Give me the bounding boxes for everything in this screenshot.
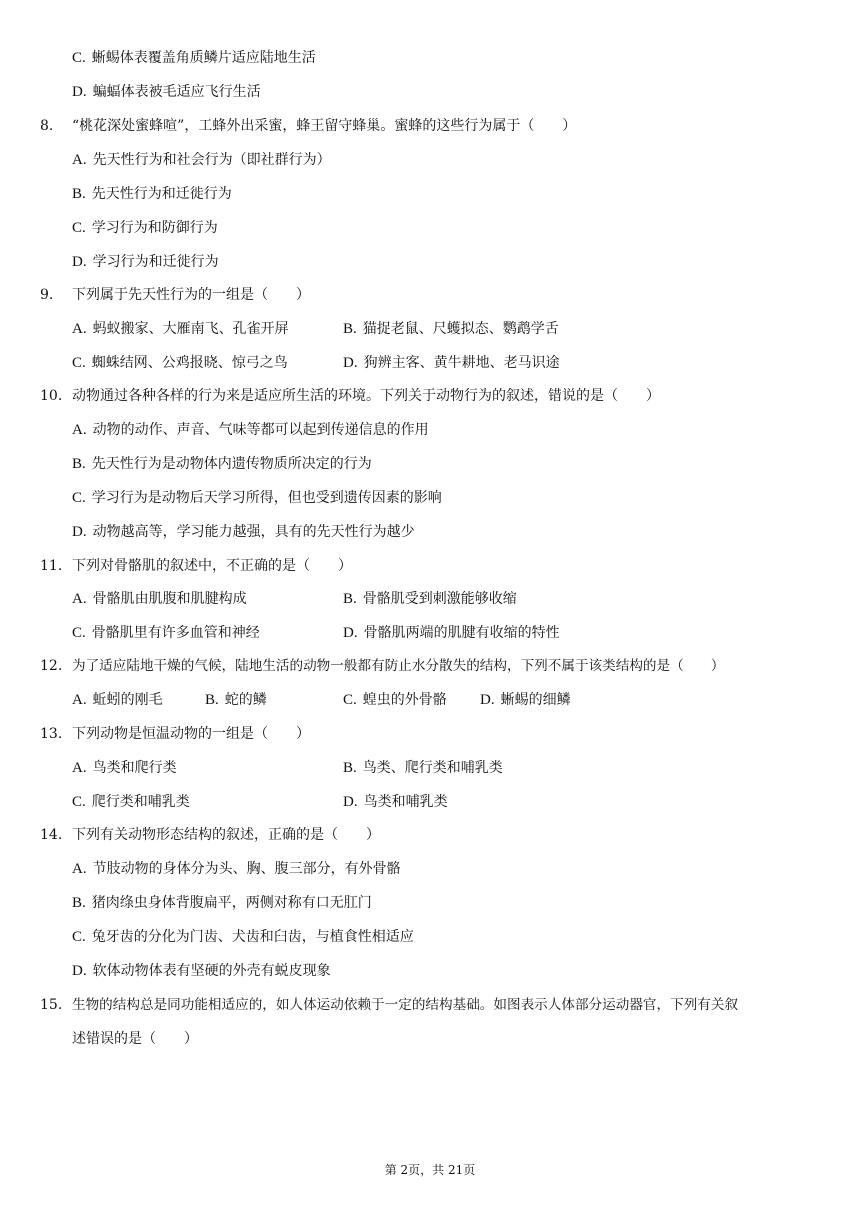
question-number: 8. [40,118,54,134]
question-text: 下列属于先天性行为的一组是（ ） [72,287,310,303]
question-text: “桃花深处蜜蜂喧”，工蜂外出采蜜，蜂王留守蜂巢。蜜蜂的这些行为属于（ ） [72,118,577,134]
question-text: 生物的结构总是同功能相适应的，如人体运动依赖于一定的结构基础。如图表示人体部分运动器官，下列有关叙 [72,997,739,1013]
question-text: 下列动物是恒温动物的一组是（ ） [72,726,310,742]
question-number: 14. [40,827,63,843]
question-number: 9. [40,287,54,303]
option-c: C. 骨骼肌里有许多血管和神经 [72,625,260,641]
option-a: A. 先天性行为和社会行为（即社群行为） [72,152,331,168]
option-c: C. 兔牙齿的分化为门齿、犬齿和臼齿，与植食性相适应 [72,929,414,945]
option-a: A. 蚂蚁搬家、大雁南飞、孔雀开屏 [72,321,289,337]
question-number: 10. [40,388,63,404]
question-text: 动物通过各种各样的行为来是适应所生活的环境。下列关于动物行为的叙述，错说的是（ ） [72,388,660,404]
option-d: D. 蜥蜴的细鳞 [480,692,571,708]
option-c: C. 学习行为是动物后天学习所得，但也受到遗传因素的影响 [72,490,442,506]
question-number: 13. [40,726,63,742]
option-b: B. 先天性行为是动物体内遗传物质所决定的行为 [72,456,372,472]
option-d: D. 狗辨主客、黄牛耕地、老马识途 [343,355,560,371]
question-8 [0,116,860,136]
option-b: B. 猪肉绦虫身体背腹扁平，两侧对称有口无肛门 [72,895,372,911]
question-text: 下列有关动物形态结构的叙述，正确的是（ ） [72,827,380,843]
option-a: A. 动物的动作、声音、气味等都可以起到传递信息的作用 [72,422,429,438]
option-c: C. 学习行为和防御行为 [72,220,218,236]
option-d: D. 骨骼肌两端的肌腱有收缩的特性 [343,625,560,641]
option-d: D. 软体动物体表有坚硬的外壳有蜕皮现象 [72,963,331,979]
question-number: 11. [40,558,63,574]
option-a: A. 节肢动物的身体分为头、胸、腹三部分，有外骨骼 [72,861,401,877]
option-d: D. 动物越高等，学习能力越强，具有的先天性行为越少 [72,524,415,540]
question-15 [0,995,860,1015]
question-10 [0,386,860,406]
question-number: 12. [40,658,63,674]
question-text: 下列对骨骼肌的叙述中，不正确的是（ ） [72,558,352,574]
option-c: C. 蜥蜴体表覆盖角质鳞片适应陆地生活 [72,50,316,66]
question-11 [0,556,860,576]
question-14 [0,825,860,845]
option-b: B. 先天性行为和迁徙行为 [72,186,232,202]
question-text-continued: 述错误的是（ ） [72,1031,198,1047]
option-d: D. 蝙蝠体表被毛适应飞行生活 [72,84,261,100]
option-b: B. 鸟类、爬行类和哺乳类 [343,760,503,776]
question-text: 为了适应陆地干燥的气候，陆地生活的动物一般都有防止水分散失的结构，下列不属于该类结构的是（ ） [72,658,725,674]
option-b: B. 猫捉老鼠、尺蠖拟态、鹦鹉学舌 [343,321,559,337]
question-12 [0,656,860,676]
question-number: 15. [40,997,63,1013]
question-9 [0,285,860,305]
option-d: D. 鸟类和哺乳类 [343,794,448,810]
option-a: A. 蚯蚓的刚毛 [72,692,163,708]
option-c: C. 爬行类和哺乳类 [72,794,190,810]
option-d: D. 学习行为和迁徙行为 [72,254,219,270]
option-a: A. 鸟类和爬行类 [72,760,177,776]
option-c: C. 蝗虫的外骨骼 [343,692,447,708]
option-b: B. 骨骼肌受到刺激能够收缩 [343,591,517,607]
page-footer: 第 2页，共 21页 [384,1163,476,1177]
option-c: C. 蜘蛛结网、公鸡报晓、惊弓之鸟 [72,355,288,371]
option-a: A. 骨骼肌由肌腹和肌腱构成 [72,591,247,607]
option-b: B. 蛇的鳞 [205,692,267,708]
question-13 [0,724,860,744]
